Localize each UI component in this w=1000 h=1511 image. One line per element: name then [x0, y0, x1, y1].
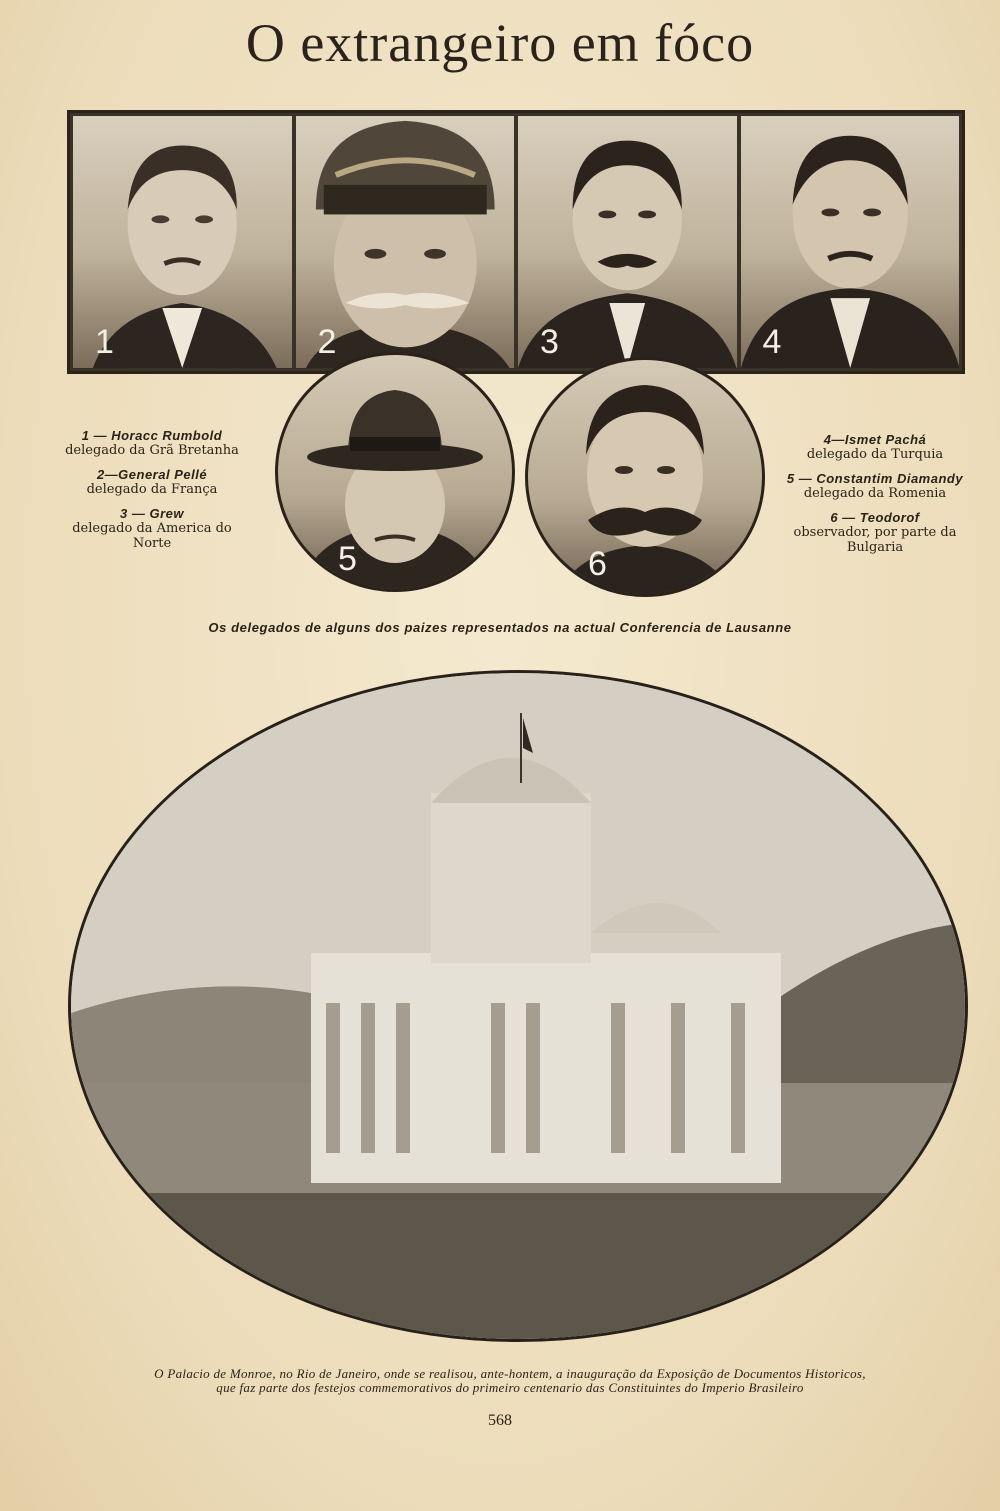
caption-item: [62, 428, 242, 458]
caption-name: 4—Ismet Pachá: [823, 432, 927, 447]
caption-role: delegado da França: [86, 482, 218, 497]
caption-name: 2—General Pellé: [96, 467, 208, 482]
portrait-4: [741, 116, 960, 368]
palace-caption-line1: O Palacio de Monroe, no Rio de Janeiro, onde se realisou, ante-hontem, a inauguração da Exposição de Documentos Historicos,: [154, 1366, 866, 1381]
palace-caption: [60, 1367, 960, 1395]
portrait-number: 5: [338, 540, 357, 578]
portrait-3: [518, 116, 737, 368]
palace-caption-line2: que faz parte dos festejos commemorativos do primeiro centenario das Constituintes do Imperio Brasileiro: [216, 1380, 804, 1395]
caption-item: [780, 432, 970, 462]
caption-name: 3 — Grew: [120, 506, 184, 521]
caption-role: delegado da Grã Bretanha: [65, 443, 239, 458]
page-number: 568: [488, 1412, 512, 1429]
portraits-caption: Os delegados de alguns dos paizes representados na actual Conferencia de Lausanne: [208, 620, 792, 635]
caption-item: [62, 506, 242, 551]
portrait-6: [525, 357, 765, 597]
captions-right: [780, 432, 970, 564]
caption-role: delegado da Romenia: [803, 486, 947, 501]
caption-name: 1 — Horacc Rumbold: [81, 428, 223, 443]
caption-role: observador, por parte da Bulgaria: [793, 525, 957, 555]
caption-role: delegado da Turquia: [806, 447, 944, 462]
palace-photo: [68, 670, 968, 1342]
portrait-strip: [67, 110, 965, 374]
page-title: O extrangeiro em fóco: [245, 13, 755, 73]
caption-name: 5 — Constantim Diamandy: [786, 471, 964, 486]
portrait-number: 1: [95, 323, 114, 361]
caption-item: [62, 467, 242, 497]
portrait-2: [296, 116, 515, 368]
portrait-number: 4: [762, 323, 782, 361]
portrait-number: 6: [588, 545, 607, 583]
portrait-5: [275, 352, 515, 592]
portrait-number: 2: [317, 323, 337, 361]
captions-left: [62, 428, 242, 560]
caption-item: [780, 471, 970, 501]
portrait-1: [73, 116, 292, 368]
caption-item: [780, 510, 970, 555]
portrait-number: 3: [540, 323, 559, 361]
caption-role: delegado da America do Norte: [72, 521, 232, 551]
caption-name: 6 — Teodorof: [830, 510, 920, 525]
